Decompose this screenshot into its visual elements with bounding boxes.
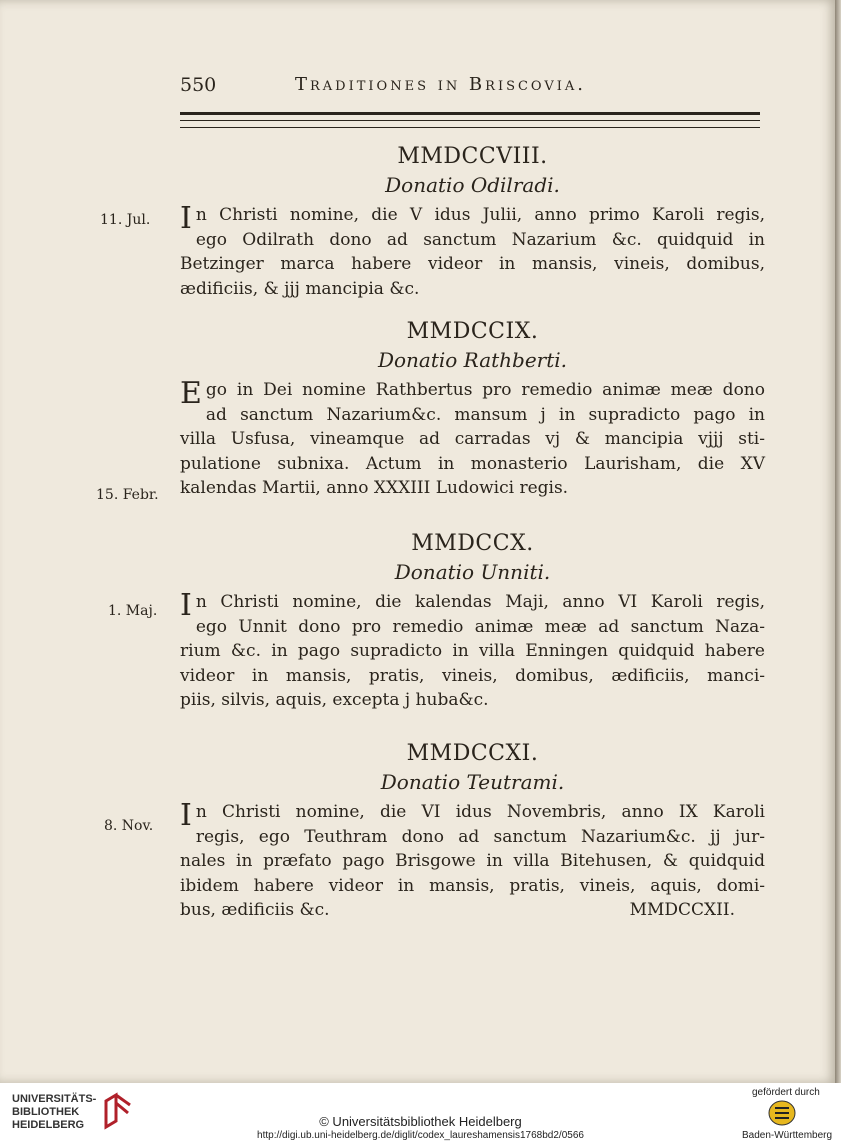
running-title: Traditiones in Briscovia. bbox=[295, 74, 586, 95]
text-line: villa Usfusa, vineamque ad carradas vj & mancipia vjjj sti- bbox=[180, 429, 765, 449]
charter-title: Donatio Rathberti. bbox=[377, 348, 568, 372]
charter-entry bbox=[180, 318, 765, 501]
library-name-line: BIBLIOTHEK bbox=[12, 1106, 80, 1118]
drop-cap: E bbox=[180, 376, 202, 411]
drop-cap: I bbox=[180, 588, 192, 623]
charter-text bbox=[180, 800, 765, 923]
text-line: n Christi nomine, die kalendas Maji, anno VI Karoli regis, bbox=[195, 592, 765, 612]
charter-number: MMDCCIX. bbox=[406, 319, 539, 344]
text-line: ædificiis, & jjj mancipia &c. bbox=[180, 278, 420, 299]
margin-date: 8. Nov. bbox=[104, 818, 154, 834]
viewer-footer bbox=[0, 1083, 841, 1145]
page-number: 550 bbox=[180, 74, 217, 96]
text-line: ego Odilrath dono ad sanctum Nazarium &c. quidquid in bbox=[195, 229, 765, 250]
text-line: n Christi nomine, die VI idus Novembris, anno IX Karoli bbox=[195, 802, 765, 822]
text-line bbox=[180, 898, 765, 923]
header-rule-thin bbox=[180, 120, 760, 121]
text-line: rium &c. in pago supradicto in villa Enningen quidquid habere bbox=[180, 641, 765, 661]
text-line: nales in præfato pago Brisgowe in villa Bitehusen, & quidquid bbox=[180, 851, 765, 871]
header-rule bbox=[180, 112, 760, 115]
charter-entry bbox=[180, 143, 765, 301]
catchword: MMDCCXII. bbox=[629, 900, 735, 920]
drop-cap: I bbox=[180, 798, 192, 833]
charter-title: Donatio Unniti. bbox=[394, 560, 551, 584]
copyright-notice: © Universitätsbibliothek Heidelberg bbox=[319, 1114, 522, 1129]
running-head bbox=[180, 74, 760, 104]
charter-number: MMDCCXI. bbox=[406, 741, 539, 766]
charter-title: Donatio Odilradi. bbox=[385, 173, 560, 197]
coat-of-arms-icon bbox=[767, 1099, 797, 1127]
charter-text bbox=[180, 378, 765, 501]
margin-date: 1. Maj. bbox=[108, 603, 158, 619]
text-line: ibidem habere videor in mansis, pratis, vineis, aquis, domi- bbox=[180, 875, 765, 896]
funder-name: Baden-Württemberg bbox=[742, 1130, 833, 1141]
funded-by-label: gefördert durch bbox=[752, 1087, 820, 1098]
text-line: go in Dei nomine Rathbertus pro remedio animæ meæ dono bbox=[205, 380, 765, 400]
charter-number: MMDCCX. bbox=[411, 531, 534, 556]
charter-text bbox=[180, 203, 765, 301]
text-line: regis, ego Teuthram dono ad sanctum Nazarium&c. jj jur- bbox=[195, 826, 765, 847]
margin-date: 15. Febr. bbox=[96, 487, 159, 503]
page-edge bbox=[835, 0, 841, 1083]
text-line: Betzinger marca habere videor in mansis, vineis, domibus, bbox=[180, 254, 765, 274]
charter-entry bbox=[180, 740, 765, 923]
permalink[interactable]: http://digi.ub.uni-heidelberg.de/diglit/codex_laureshamensis1768bd2/0566 bbox=[257, 1130, 584, 1141]
drop-cap: I bbox=[180, 201, 192, 236]
charter-number: MMDCCVIII. bbox=[397, 144, 548, 169]
text-line: ego Unnit dono pro remedio animæ meæ ad sanctum Naza- bbox=[195, 616, 765, 637]
library-name-line: UNIVERSITÄTS- bbox=[12, 1093, 97, 1105]
library-name-line: HEIDELBERG bbox=[12, 1119, 85, 1131]
text-line: videor in mansis, pratis, vineis, domibus, ædificiis, manci- bbox=[180, 665, 765, 686]
header-rule-thin-2 bbox=[180, 127, 760, 128]
charter-title: Donatio Teutrami. bbox=[380, 770, 565, 794]
text-line: n Christi nomine, die V idus Julii, anno primo Karoli regis, bbox=[195, 205, 765, 225]
charter-text bbox=[180, 590, 765, 713]
text-line: pulatione subnixa. Actum in monasterio Laurisham, die XV bbox=[180, 453, 765, 474]
text-line: piis, silvis, aquis, excepta j huba&c. bbox=[180, 690, 489, 710]
charter-entry bbox=[180, 530, 765, 713]
text-line: kalendas Martii, anno XXXIII Ludowici regis. bbox=[180, 478, 569, 498]
text-line: ad sanctum Nazarium&c. mansum j in supradicto pago in bbox=[205, 404, 765, 425]
margin-date: 11. Jul. bbox=[100, 212, 151, 228]
text-line-content: bus, ædificiis &c. bbox=[180, 900, 330, 920]
